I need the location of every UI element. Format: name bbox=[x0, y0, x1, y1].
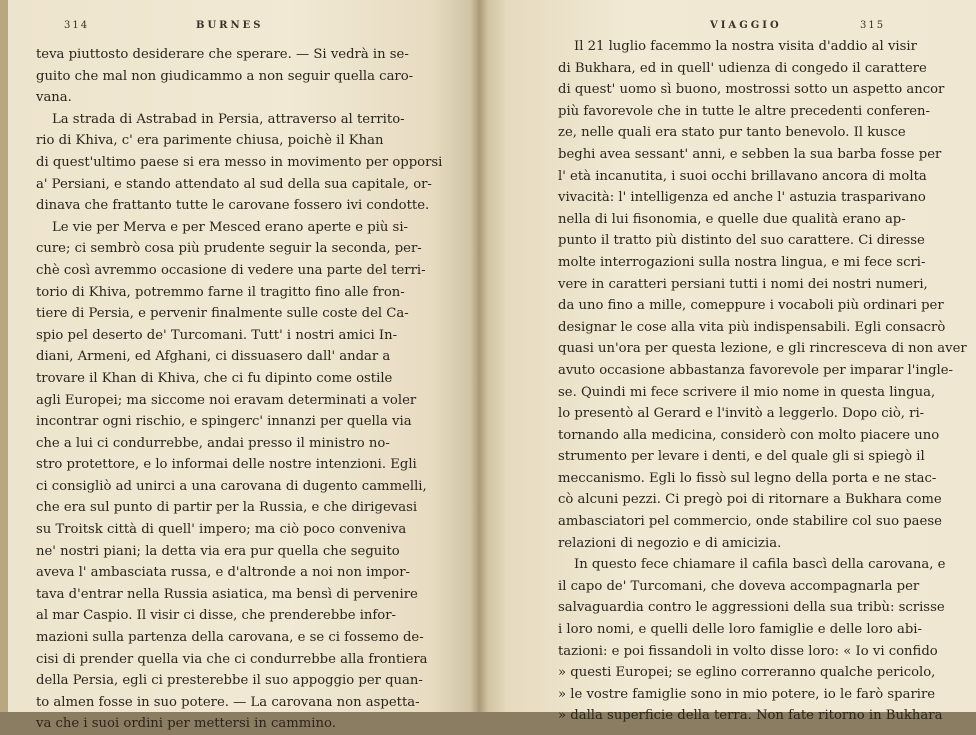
text-line: che era sul punto di partir per la Russia, e che dirigevasi bbox=[36, 500, 418, 516]
text-line: punto il tratto più distinto del suo carattere. Ci diresse bbox=[558, 233, 925, 249]
text-line: tazioni: e poi fissandoli in volto disse loro: « Io vi confido bbox=[558, 643, 938, 659]
left-page bbox=[0, 0, 478, 732]
text-line: ne' nostri piani; la detta via era pur quella che seguito bbox=[36, 543, 400, 559]
text-line: vere in caratteri persiani tutti i nomi dei nostri numeri, bbox=[558, 276, 928, 292]
text-line: cò alcuni pezzi. Ci pregò poi di ritornare a Bukhara come bbox=[558, 492, 942, 508]
text-line: spio pel deserto de' Turcomani. Tutt' i nostri amici In- bbox=[36, 327, 398, 343]
text-line: strumento per levare i denti, e del quale gli si spiegò il bbox=[558, 449, 925, 465]
text-line: più favorevole che in tutte le altre precedenti conferen- bbox=[558, 103, 930, 119]
text-line: al mar Caspio. Il visir ci disse, che prenderebbe infor- bbox=[36, 608, 396, 624]
text-line: diani, Armeni, ed Afghani, ci dissuasero dall' andar a bbox=[36, 349, 391, 365]
text-line: vivacità: l' intelligenza ed anche l' astuzia trasparivano bbox=[558, 190, 926, 206]
right-page bbox=[478, 0, 976, 724]
text-line: agli Europei; ma siccome noi eravam determinati a voler bbox=[36, 392, 417, 408]
text-line: di quest' uomo sì buono, mostrossi sotto un aspetto ancor bbox=[558, 82, 945, 98]
text-line: to almen fosse in suo potere. — La carovana non aspetta- bbox=[36, 694, 420, 710]
text-line: molte interrogazioni sulla nostra lingua, e mi fece scri- bbox=[558, 254, 926, 270]
text-line: Il 21 luglio facemmo la nostra visita d'addio al visir bbox=[574, 39, 917, 54]
text-line: beghi avea sessant' anni, e sebben la sua barba fosse per bbox=[558, 146, 942, 162]
text-line: ci consigliò ad unirci a una carovana di dugento cammelli, bbox=[36, 478, 427, 494]
text-line: cisi di prender quella via che ci condurrebbe alla frontiera bbox=[36, 651, 428, 667]
text-line: se. Quindi mi fece scrivere il mio nome in questa lingua, bbox=[558, 384, 936, 400]
text-line: di Bukhara, ed in quell' udienza di congedo il carattere bbox=[558, 60, 927, 76]
right-page-number: 315 bbox=[860, 20, 886, 31]
text-line: torio di Khiva, potremmo farne il tragitto fino alle fron- bbox=[36, 284, 405, 300]
text-line: trovare il Khan di Khiva, che ci fu dipinto come ostile bbox=[36, 370, 393, 386]
text-line: su Troitsk città di quell' impero; ma ciò poco conveniva bbox=[36, 522, 407, 538]
text-line: della Persia, egli ci presterebbe il suo appoggio per quan- bbox=[36, 673, 423, 689]
text-line: cure; ci sembrò cosa più prudente seguir la seconda, per- bbox=[36, 241, 422, 257]
text-line: ze, nelle quali era stato pur tanto benevolo. Il kusce bbox=[558, 125, 906, 141]
text-line: incontrar ogni rischio, e spingerc' innanzi per quella via bbox=[36, 414, 412, 430]
text-line: relazioni di negozio e di amicizia. bbox=[558, 535, 782, 551]
text-line: » le vostre famiglie sono in mio potere, io le farò sparire bbox=[558, 686, 936, 702]
text-line: Le vie per Merva e per Mesced erano aperte e più si- bbox=[52, 219, 408, 235]
text-line: aveva l' ambasciata russa, e d'altronde a noi non impor- bbox=[36, 565, 410, 581]
text-line: avuto occasione abbastanza favorevole per imparar l'ingle- bbox=[558, 362, 954, 378]
text-line: di quest'ultimo paese si era messo in movimento per opporsi bbox=[36, 154, 443, 170]
right-running-title: VIAGGIO bbox=[710, 20, 782, 31]
text-line: » questi Europei; se eglino correranno qualche pericolo, bbox=[558, 665, 936, 681]
text-line: che a lui ci condurrebbe, andai presso il ministro no- bbox=[36, 435, 390, 451]
text-line: stro protettore, e lo informai delle nostre intenzioni. Egli bbox=[36, 457, 417, 473]
text-line: rio di Khiva, c' era parimente chiusa, poichè il Khan bbox=[36, 133, 384, 149]
text-line: dinava che frattanto tutte le carovane fossero ivi condotte. bbox=[36, 198, 430, 214]
text-line: i loro nomi, e quelli delle loro famiglie e delle loro abi- bbox=[558, 622, 922, 638]
text-line: nella di lui fisonomia, e quelle due qualità erano ap- bbox=[558, 211, 906, 227]
text-line: tava d'entrar nella Russia asiatica, ma bensì di pervenire bbox=[36, 586, 418, 602]
text-line: meccanismo. Egli lo fissò sul legno della porta e ne stac- bbox=[558, 470, 937, 486]
text-line: lo presentò al Gerard e l'invitò a leggerlo. Dopo ciò, ri- bbox=[558, 406, 925, 422]
text-line: ambasciatori pel commercio, onde stabilire col suo paese bbox=[558, 514, 942, 530]
text-line: designar le cose alla vita più indispensabili. Egli consacrò bbox=[558, 319, 946, 335]
text-line: va che i suoi ordini per mettersi in cammino. bbox=[36, 716, 336, 732]
text-line: a' Persiani, e stando attendato al sud della sua capitale, or- bbox=[36, 176, 432, 192]
text-line: da uno fino a mille, comeppure i vocaboli più ordinari per bbox=[558, 298, 944, 314]
text-line: mazioni sulla partenza della carovana, e se ci fossemo de- bbox=[36, 630, 424, 646]
text-line: chè così avremmo occasione di vedere una parte del terri- bbox=[36, 262, 426, 278]
text-line: » dalla superficie della terra. Non fate ritorno in Bukhara bbox=[558, 708, 943, 724]
text-line: In questo fece chiamare il cafila bascì della carovana, e bbox=[574, 557, 946, 573]
right-page-text bbox=[558, 36, 967, 727]
text-line: guito che mal non giudicammo a non seguir quella caro- bbox=[36, 68, 414, 84]
text-line: vana. bbox=[36, 90, 72, 106]
text-line: La strada di Astrabad in Persia, attraverso al territo- bbox=[52, 111, 405, 127]
left-page-number: 314 bbox=[64, 20, 90, 31]
text-line: l' età incanutita, i suoi occhi brillavano ancora di molta bbox=[558, 168, 927, 184]
left-page-text bbox=[36, 44, 443, 735]
text-line: tornando alla medicina, considerò con molto piacere uno bbox=[558, 427, 940, 443]
text-line: il capo de' Turcomani, che doveva accompagnarla per bbox=[558, 578, 920, 594]
text-line: quasi un'ora per questa lezione, e gli rincresceva di non aver bbox=[558, 341, 967, 357]
left-running-title: BURNES bbox=[196, 20, 264, 31]
text-line: teva piuttosto desiderare che sperare. — Si vedrà in se- bbox=[36, 47, 409, 62]
text-line: tiere di Persia, e pervenir finalmente sulle coste del Ca- bbox=[36, 306, 409, 322]
text-line: salvaguardia contro le aggressioni della sua tribù: scrisse bbox=[558, 600, 945, 616]
